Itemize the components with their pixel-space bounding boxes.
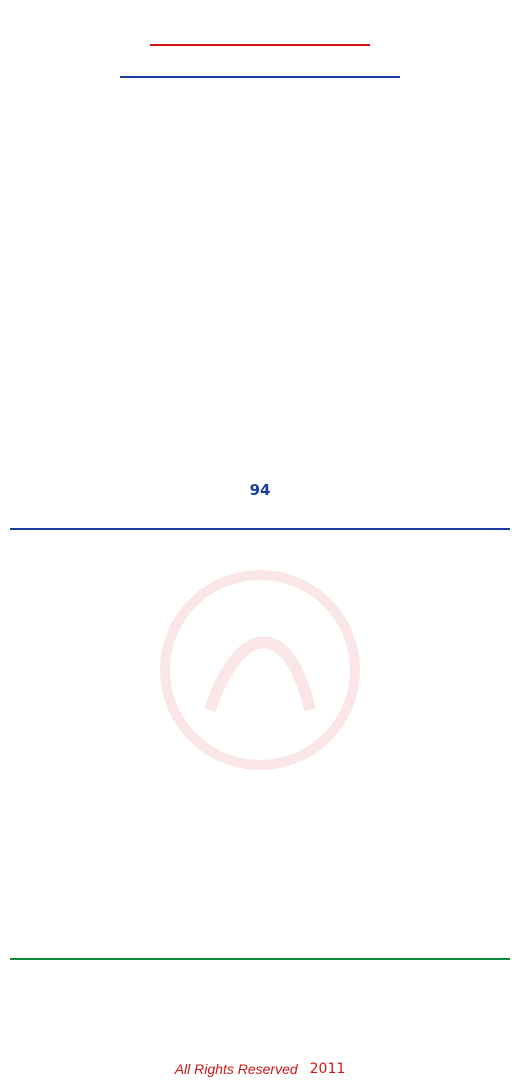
body-paragraph-2 [10, 536, 510, 784]
article-title [0, 4, 520, 44]
body-paragraph-1 [10, 82, 510, 470]
copyright-footer [0, 1058, 520, 1080]
title-underline [150, 44, 370, 46]
body-paragraph-3 [10, 790, 510, 888]
inline-headline-blue [10, 478, 510, 530]
copyright-year: 2011 [309, 1061, 346, 1077]
article-subtitle [120, 50, 400, 78]
body-paragraph-4 [10, 966, 510, 1056]
headline-blue-number: 94 [249, 481, 271, 499]
copyright-urdu [310, 1061, 346, 1077]
rights-reserved: All Rights Reserved [174, 1061, 298, 1077]
inline-headline-green [10, 896, 510, 956]
green-headline-underline [10, 958, 510, 960]
